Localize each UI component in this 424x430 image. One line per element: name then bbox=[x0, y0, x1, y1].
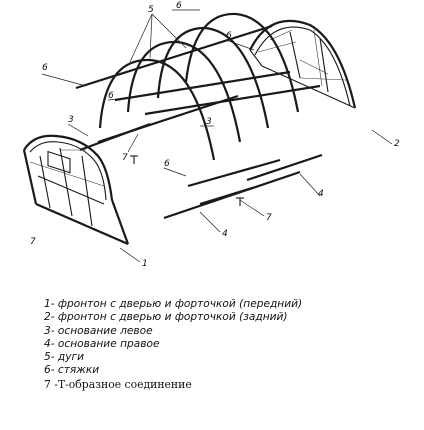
legend-item-t-connector: 7 -Т-образное соединение bbox=[44, 377, 192, 391]
callout-tie-right: 6 bbox=[226, 31, 232, 41]
legend-item-ties: 6- стяжки bbox=[44, 364, 100, 377]
callout-tie-mid: 6 bbox=[108, 91, 114, 101]
legend-item-base-left: 3- основание левое bbox=[44, 324, 153, 337]
legend-list bbox=[44, 298, 414, 391]
callout-arches: 5 bbox=[148, 5, 154, 15]
callout-corner: 7 bbox=[30, 237, 36, 247]
callout-base-right: 4 bbox=[318, 189, 324, 199]
t-connectors bbox=[130, 156, 244, 206]
callout-tie-low: 6 bbox=[164, 159, 170, 169]
front-gable bbox=[24, 136, 128, 244]
callout-t-connector-low: 7 bbox=[266, 213, 272, 223]
leader-lines bbox=[42, 10, 392, 262]
callout-front-gable: 1 bbox=[142, 259, 148, 269]
legend-item-rear-gable: 2- фронтон с дверью и форточкой (задний) bbox=[44, 311, 288, 324]
callout-base-right-low: 4 bbox=[222, 229, 228, 239]
legend-item-base-right: 4- основание правое bbox=[44, 337, 160, 350]
callout-tie-left: 6 bbox=[42, 63, 48, 73]
callout-t-connector-mid: 7 bbox=[122, 153, 128, 163]
legend-item-front-gable: 1- фронтон с дверью и форточкой (передний) bbox=[44, 298, 303, 310]
callout-tie-top: 6 bbox=[176, 1, 182, 11]
legend-item-arches: 5- дуги bbox=[44, 351, 84, 364]
callout-rear-gable: 2 bbox=[394, 139, 400, 149]
callout-base-left: 3 bbox=[68, 115, 74, 125]
base-right bbox=[164, 172, 300, 218]
callout-base-left-mid: 3 bbox=[206, 117, 212, 127]
ties bbox=[76, 26, 322, 186]
